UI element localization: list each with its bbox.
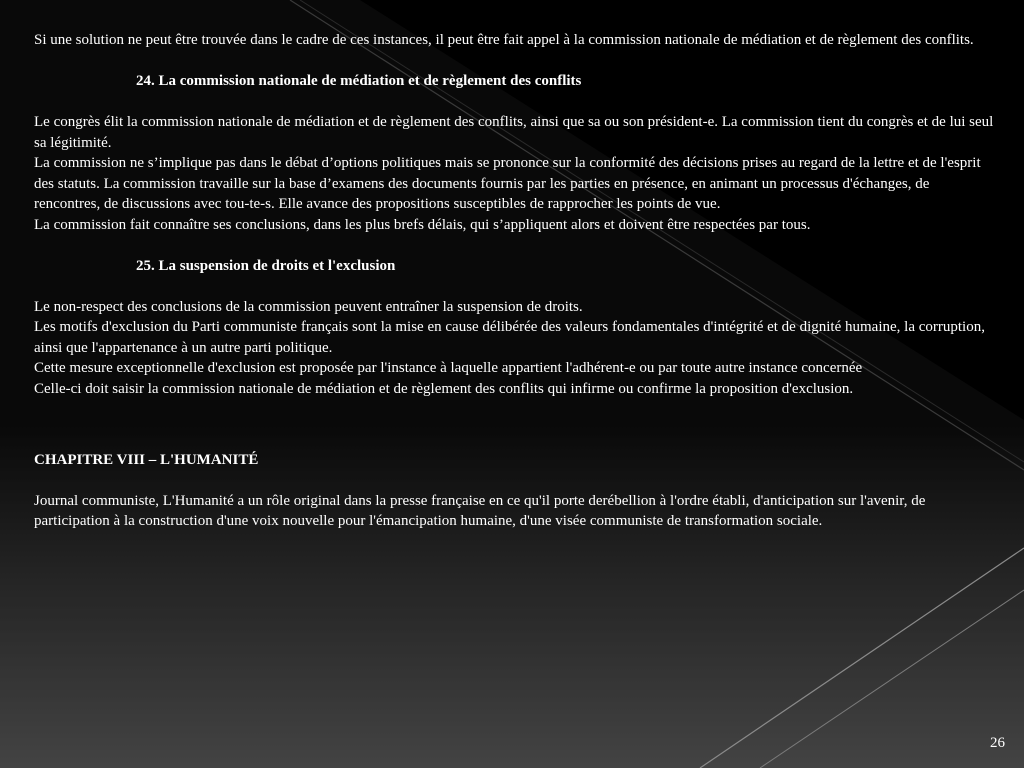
spacer — [34, 235, 994, 256]
section-25-paragraph-2: Les motifs d'exclusion du Parti communiste français sont la mise en cause délibérée des valeurs fondamentales d'intégrité et de dignité humaine, la corruption, ainsi que l'appartenance à un autre parti politique. — [34, 319, 985, 356]
section-24-paragraph-1: Le congrès élit la commission nationale de médiation et de règlement des conflits, ainsi que sa ou son président-e. La commission tient du congrès et de lui seul sa légitimité. — [34, 114, 994, 151]
section-24-paragraph-2: La commission ne s’implique pas dans le débat d’options politiques mais se prononce sur la conformité des décisions prises au regard de la lettre et de l'esprit des statuts. La commission travaille sur la base d’examens des documents fournis par les parties en présence, en animant un processus d'échanges, de rencontres, de discussions avec tou-te-s. Elle avance des propositions susceptibles de rapprocher les points de vue. — [34, 155, 981, 212]
section-25-paragraph-4: Celle-ci doit saisir la commission nationale de médiation et de règlement des conflits qui infirme ou confirme la proposition d'exclusion. — [34, 380, 854, 397]
spacer — [34, 276, 994, 297]
section-24-paragraph-3: La commission fait connaître ses conclusions, dans les plus brefs délais, qui s’appliquent alors et doivent être respectées par tous. — [34, 216, 811, 233]
spacer — [34, 429, 994, 450]
section-25-heading: 25. La suspension de droits et l'exclusion — [136, 257, 396, 274]
section-25-paragraph-3: Cette mesure exceptionnelle d'exclusion est proposée par l'instance à laquelle appartient l'adhérent-e ou par toute autre instance concernée — [34, 360, 863, 376]
section-25-paragraph-1: Le non-respect des conclusions de la commission peuvent entraîner la suspension de droits. — [34, 298, 583, 315]
slide-text-body — [34, 30, 994, 532]
spacer — [34, 399, 994, 429]
page-number: 26 — [990, 735, 1005, 751]
chapter-8-paragraph: Journal communiste, L'Humanité a un rôle original dans la presse française en ce qu'il porte derébellion à l'ordre établi, d'anticipation sur l'avenir, de participation à la construction d'une voix nouvelle pour l'émancipation humaine, d'une visée communiste de transformation sociale. — [34, 492, 926, 529]
section-24-heading: 24. La commission nationale de médiation et de règlement des conflits — [136, 73, 582, 89]
spacer — [34, 92, 994, 113]
spacer — [34, 51, 994, 72]
chapter-8-heading: CHAPITRE VIII – L'HUMANITÉ — [34, 451, 259, 468]
intro-paragraph: Si une solution ne peut être trouvée dans le cadre de ces instances, il peut être fait appel à la commission nationale de médiation et de règlement des conflits. — [34, 32, 974, 48]
spacer — [34, 470, 994, 491]
